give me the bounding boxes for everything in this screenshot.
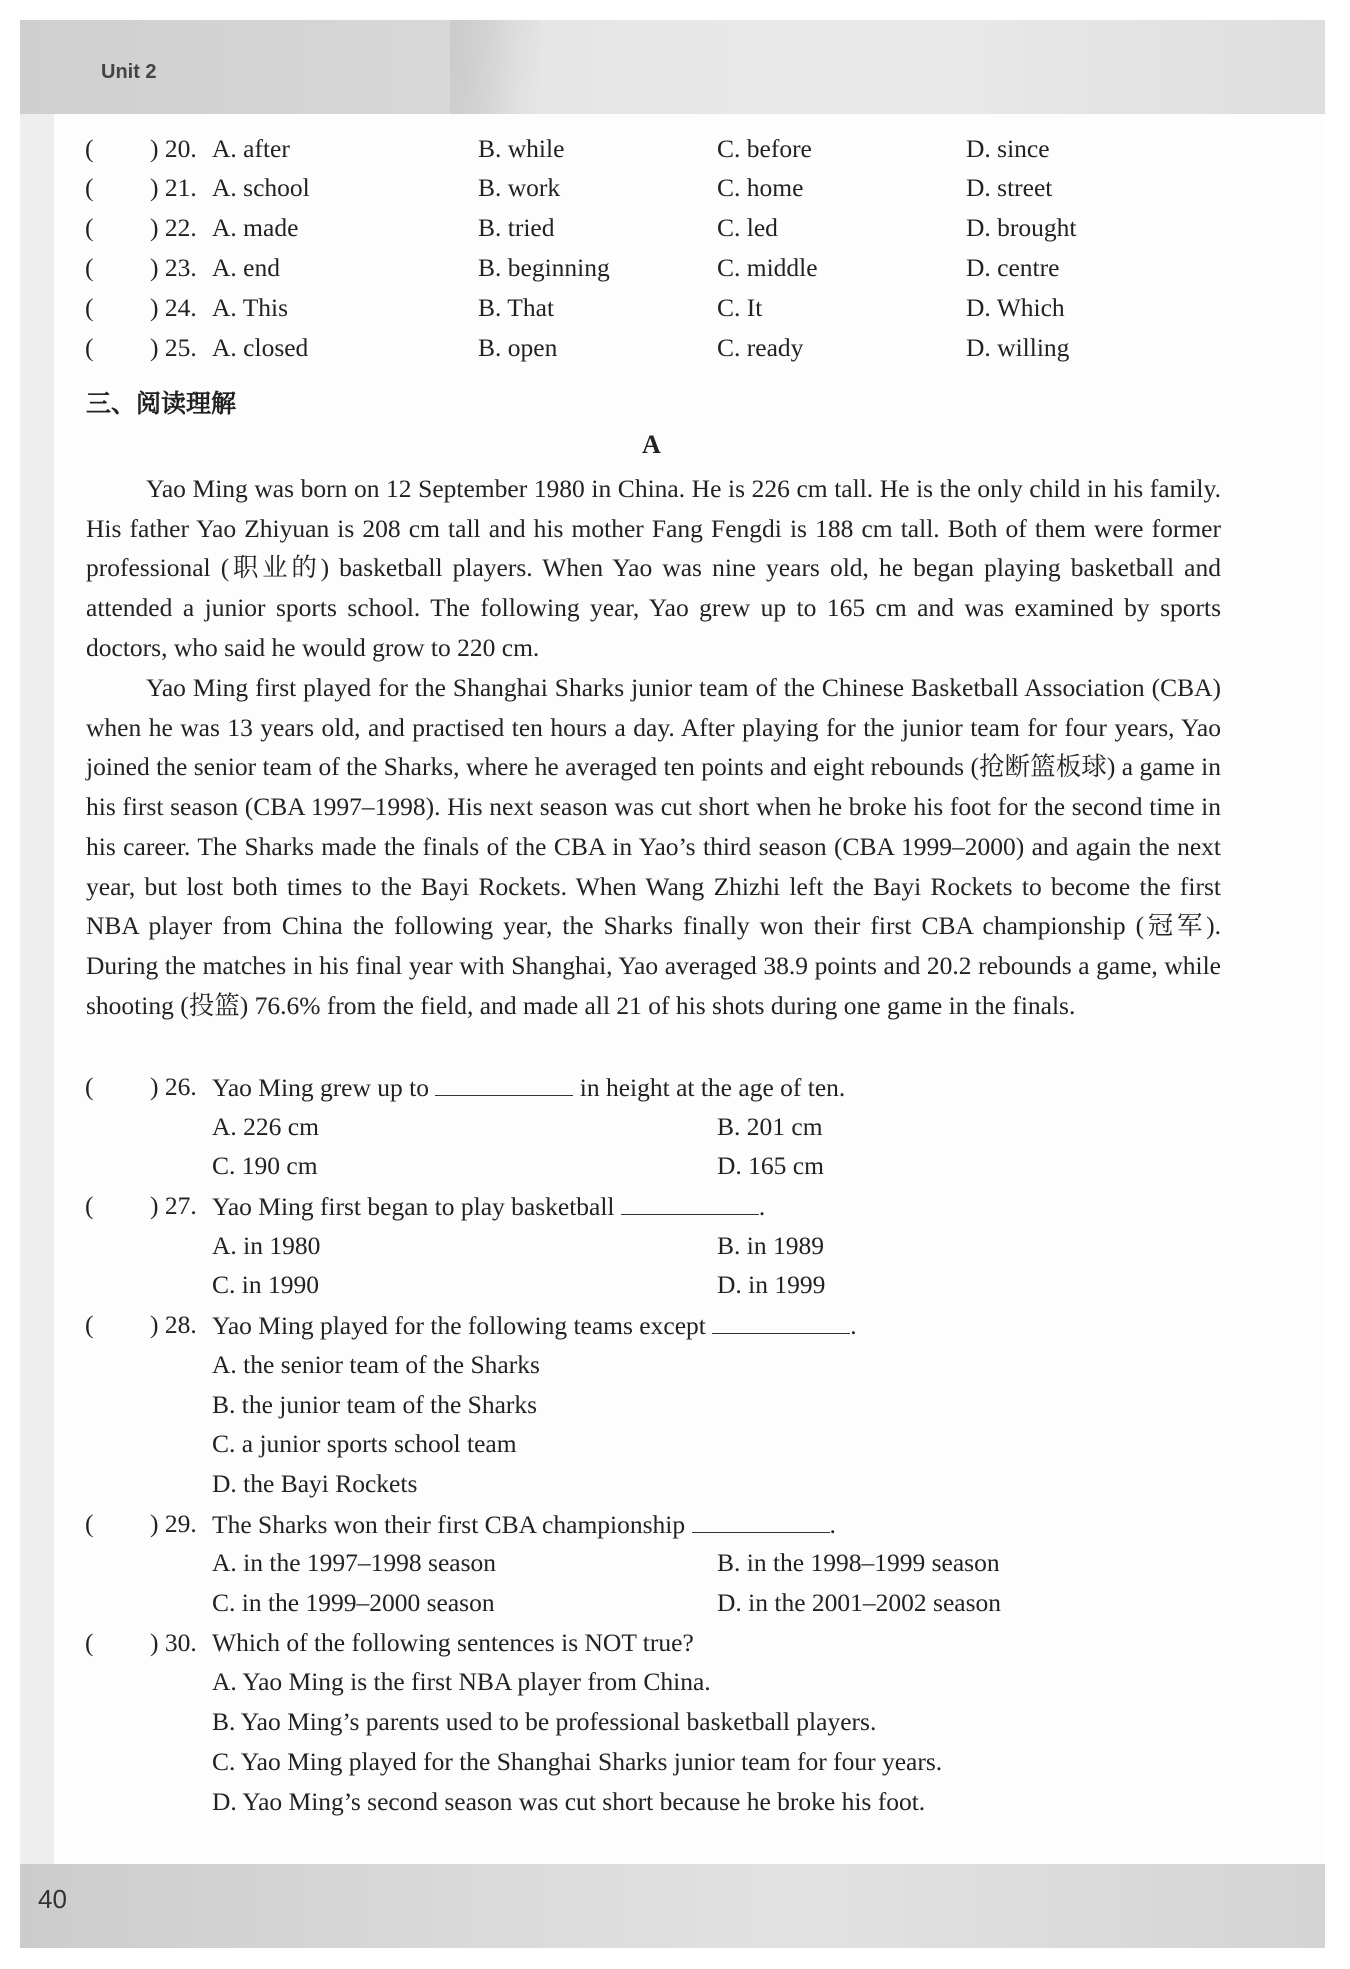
option-a: A. Yao Ming is the first NBA player from China. — [212, 1667, 711, 1696]
option-d: D. Yao Ming’s second season was cut short because he broke his foot. — [212, 1787, 926, 1816]
option-a: A. This — [212, 293, 289, 322]
question-number: ) 25. — [150, 333, 197, 362]
question-number: ) 28. — [150, 1310, 197, 1339]
option-d: D. in 1999 — [717, 1270, 826, 1299]
answer-blank — [692, 1508, 830, 1533]
option-c: C. in the 1999–2000 season — [212, 1588, 495, 1617]
question-number: ) 20. — [150, 134, 197, 163]
option-c: C. ready — [717, 333, 804, 362]
option-c: C. in 1990 — [212, 1270, 319, 1299]
answer-paren: ( — [85, 173, 94, 202]
answer-paren: ( — [85, 1310, 94, 1339]
option-d: D. brought — [966, 213, 1077, 242]
option-b: B. open — [478, 333, 558, 362]
option-d: D. centre — [966, 253, 1060, 282]
option-a: A. 226 cm — [212, 1112, 319, 1141]
option-c: C. Yao Ming played for the Shanghai Sharks junior team for four years. — [212, 1747, 943, 1776]
question-stem: Which of the following sentences is NOT true? — [212, 1628, 694, 1657]
option-c: C. middle — [717, 253, 818, 282]
option-d: D. 165 cm — [717, 1151, 824, 1180]
answer-blank — [712, 1309, 850, 1334]
option-c: C. a junior sports school team — [212, 1429, 517, 1458]
option-d: D. the Bayi Rockets — [212, 1469, 418, 1498]
footer-band — [20, 1864, 1325, 1948]
question-number: ) 22. — [150, 213, 197, 242]
question-number: ) 24. — [150, 293, 197, 322]
question-stem: Yao Ming grew up to in height at the age of ten. — [212, 1073, 846, 1102]
option-a: A. in the 1997–1998 season — [212, 1548, 497, 1577]
answer-paren: ( — [85, 253, 94, 282]
answer-paren: ( — [85, 1628, 94, 1657]
unit-label: Unit 2 — [101, 61, 157, 83]
option-c: C. home — [717, 173, 804, 202]
option-b: B. in 1989 — [717, 1231, 824, 1260]
option-b: B. 201 cm — [717, 1112, 823, 1141]
option-b: B. in the 1998–1999 season — [717, 1548, 1000, 1577]
answer-paren: ( — [85, 134, 94, 163]
question-number: ) 21. — [150, 173, 197, 202]
option-c: C. before — [717, 134, 812, 163]
question-stem: Yao Ming first began to play basketball . — [212, 1192, 766, 1221]
option-c: C. 190 cm — [212, 1151, 318, 1180]
question-number: ) 23. — [150, 253, 197, 282]
paragraph-text: Yao Ming was born on 12 September 1980 in China. He is 226 cm tall. He is the only child in his family. His father Yao Zhiyuan is 208 cm tall and his mother Fang Fengdi is 188 cm tall. Both of them were former professional (职业的) basketball players. When Yao was nine years old, he began playing basketball and attended a junior sports school. The following year, Yao grew up to 165 cm and was examined by sports doctors, who said he would grow to 220 cm. — [86, 474, 1221, 662]
option-d: D. Which — [966, 293, 1065, 322]
question-number: ) 27. — [150, 1191, 197, 1220]
option-a: A. made — [212, 213, 299, 242]
section-title: 三、阅读理解 — [86, 389, 237, 418]
option-d: D. willing — [966, 333, 1070, 362]
answer-paren: ( — [85, 1191, 94, 1220]
option-a: A. school — [212, 173, 310, 202]
left-margin-strip — [20, 114, 54, 1864]
option-a: A. closed — [212, 333, 309, 362]
passage-paragraph-2 — [86, 668, 1221, 1025]
option-b: B. while — [478, 134, 565, 163]
option-d: D. in the 2001–2002 season — [717, 1588, 1002, 1617]
question-number: ) 30. — [150, 1628, 197, 1657]
option-a: A. in 1980 — [212, 1231, 321, 1260]
option-b: B. beginning — [478, 253, 610, 282]
question-number: ) 29. — [150, 1509, 197, 1538]
question-number: ) 26. — [150, 1072, 197, 1101]
answer-paren: ( — [85, 1072, 94, 1101]
question-stem: The Sharks won their first CBA championship . — [212, 1510, 836, 1539]
option-a: A. after — [212, 134, 290, 163]
answer-paren: ( — [85, 293, 94, 322]
option-b: B. tried — [478, 213, 555, 242]
answer-paren: ( — [85, 1509, 94, 1538]
option-b: B. the junior team of the Sharks — [212, 1390, 538, 1419]
option-d: D. since — [966, 134, 1050, 163]
answer-blank — [435, 1071, 573, 1096]
option-c: C. It — [717, 293, 763, 322]
option-b: B. Yao Ming’s parents used to be professional basketball players. — [212, 1707, 877, 1736]
answer-paren: ( — [85, 333, 94, 362]
option-d: D. street — [966, 173, 1053, 202]
option-c: C. led — [717, 213, 778, 242]
question-stem: Yao Ming played for the following teams except . — [212, 1311, 857, 1340]
option-a: A. end — [212, 253, 280, 282]
option-b: B. work — [478, 173, 561, 202]
answer-blank — [621, 1190, 759, 1215]
paragraph-text: Yao Ming first played for the Shanghai Sharks junior team of the Chinese Basketball Association (CBA) when he was 13 years old, and practised ten hours a day. After playing for the junior team for four years, Yao joined the senior team of the Sharks, where he averaged ten points and eight rebounds (抢断篮板球) a game in his first season (CBA 1997–1998). His next season was cut short when he broke his foot for the second time in his career. The Sharks made the finals of the CBA in Yao’s third season (CBA 1999–2000) and again the next year, but lost both times to the Bayi Rockets. When Wang Zhizhi left the Bayi Rockets to become the first NBA player from China the following year, the Sharks finally won their first CBA championship (冠军). During the matches in his final year with Shanghai, Yao averaged 38.9 points and 20.2 rebounds a game, while shooting (投篮) 76.6% from the field, and made all 21 of his shots during one game in the finals. — [86, 673, 1221, 1020]
option-a: A. the senior team of the Sharks — [212, 1350, 540, 1379]
answer-paren: ( — [85, 213, 94, 242]
header-band — [20, 20, 1325, 114]
page-number: 40 — [38, 1884, 67, 1914]
passage-title: A — [642, 430, 661, 459]
passage-paragraph-1 — [86, 469, 1221, 668]
option-b: B. That — [478, 293, 555, 322]
